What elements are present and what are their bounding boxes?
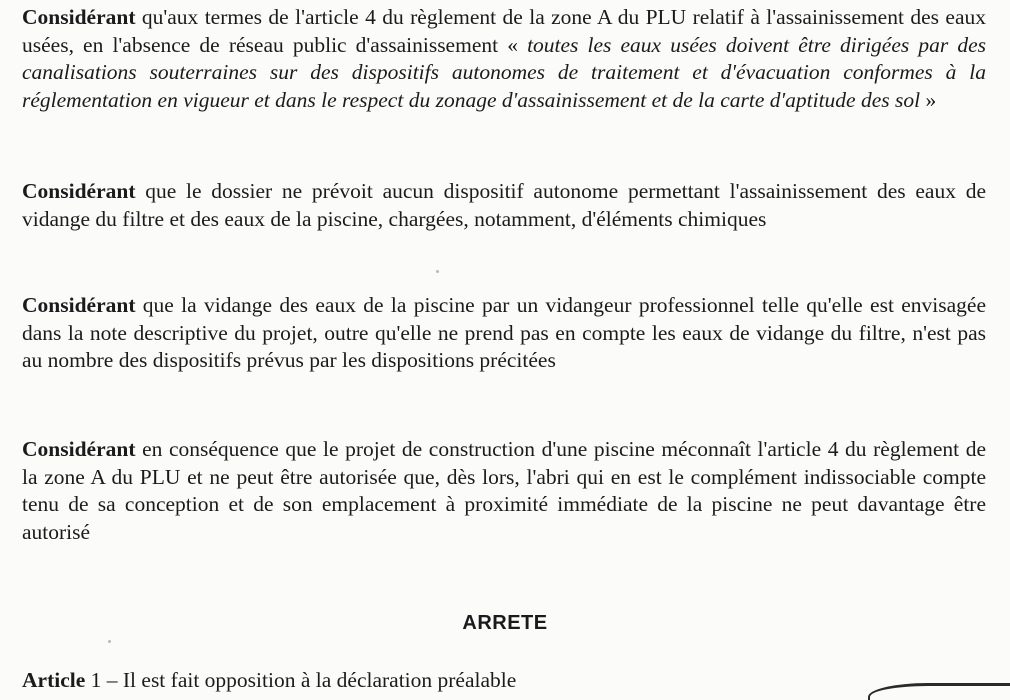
considerant-lead: Considérant [22,179,136,203]
considerant-lead: Considérant [22,5,136,29]
closing-quote: » [920,87,937,112]
article-label: Article [22,668,86,692]
section-heading-arrete: ARRETE [462,612,548,634]
paragraph-text: que le dossier ne prévoit aucun dispositif autonome permettant l'assainissement des eaux de vidange du filtre et des eaux de la piscine, chargées, notamment, d'éléments chimiques [22,179,986,231]
paragraph-considerant-2 [22,178,986,233]
paragraph-considerant-4 [22,436,986,546]
paragraph-considerant-3 [22,292,986,375]
article-text: 1 – Il est fait opposition à la déclaration préalable [85,668,517,692]
quoted-regulation: toutes les eaux usées doivent être dirigées par des canalisations souterraines sur des dispositifs autonomes de traitement et d'évacuation conformes à la réglementation en vigueur et dans le respect du zonage d'assainissement et de la carte d'aptitude des sol [22,32,986,112]
scan-speck [108,640,111,643]
paragraph-text: en conséquence que le projet de construction d'une piscine méconnaît l'article 4 du règlement de la zone A du PLU et ne peut être autorisée que, dès lors, l'abri qui en est le complément indissociable compte tenu de sa conception et de son emplacement à proximité immédiate de la piscine ne peut davantage être autorisé [22,437,986,544]
article-1 [22,667,516,695]
page-corner-mark [868,683,1010,700]
paragraph-considerant-1 [22,4,986,114]
paragraph-text: qu'aux termes de l'article 4 du règlement de la zone A du PLU relatif à l'assainissement des eaux usées, en l'absence de réseau public d'assainissement « [22,5,986,57]
considerant-lead: Considérant [22,437,136,461]
scan-speck [436,270,439,273]
considerant-lead: Considérant [22,293,136,317]
paragraph-text: que la vidange des eaux de la piscine par un vidangeur professionnel telle qu'elle est envisagée dans la note descriptive du projet, outre qu'elle ne prend pas en compte les eaux de vidange du filtre, n'est pas au nombre des dispositifs prévus par les dispositions précitées [22,293,986,372]
